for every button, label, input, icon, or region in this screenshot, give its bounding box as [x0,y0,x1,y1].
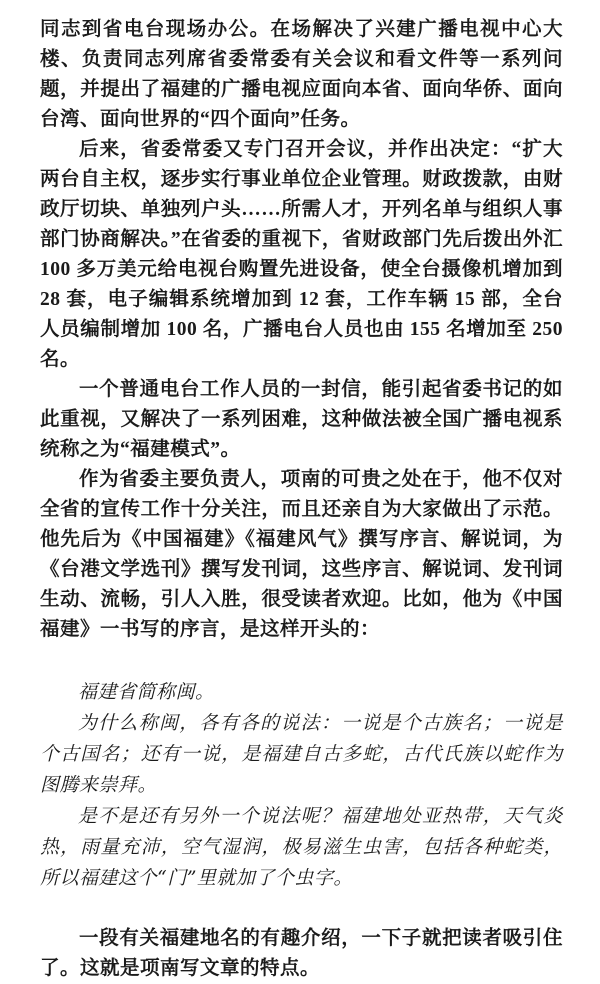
paragraph: 作为省委主要负责人，项南的可贵之处在于，他不仅对全省的宣传工作十分关注，而且还亲自为大家做出了示范。他先后为《中国福建》《福建风气》撰写序言、解说词，为《台港文学选刊》撰写发刊词，这些序言、解说词、发刊词生动、流畅，引人入胜，很受读者欢迎。比如，他为《中国福建》一书写的序言，是这样开头的： [40,469,563,640]
quote-block [40,677,563,894]
quote-line: 为什么称闽，各有各的说法：一说是个古族名；一说是个古国名；还有一说，是福建自古多蛇，古代氏族以蛇作为图腾来崇拜。 [40,712,563,796]
paragraph: 后来，省委常委又专门召开会议，并作出决定：“扩大两台自主权，逐步实行事业单位企业管理。财政拨款，由财政厅切块、单独列户头……所需人才，开列名单与组织人事部门协商解决。”在省委的重视下，省财政部门先后拨出外汇 100 多万美元给电视台购置先进设备，使全台摄像机增加到 28 套，电子编辑系统增加到 12 套，工作车辆 15 部，全台人员编制增加 100 名，广播电台人员也由 155 名增加至 250 名。 [40,139,563,370]
quote-line: 福建省简称闽。 [78,681,215,703]
paragraph: 一个普通电台工作人员的一封信，能引起省委书记的如此重视，又解决了一系列困难，这种做法被全国广播电视系统称之为“福建模式”。 [40,379,563,460]
paragraph-closing: 一段有关福建地名的有趣介绍，一下子就把读者吸引住了。这就是项南写文章的特点。 [40,928,563,979]
paragraph-continuation: 同志到省电台现场办公。在场解决了兴建广播电视中心大楼、负责同志列席省委常委有关会议和看文件等一系列问题，并提出了福建的广播电视应面向本省、面向华侨、面向台湾、面向世界的“四个面向”任务。 [40,19,563,130]
quote-line: 是不是还有另外一个说法呢？福建地处亚热带，天气炎热，雨量充沛，空气湿润，极易滋生虫害，包括各种蛇类，所以福建这个“门”里就加了个虫字。 [40,805,563,889]
